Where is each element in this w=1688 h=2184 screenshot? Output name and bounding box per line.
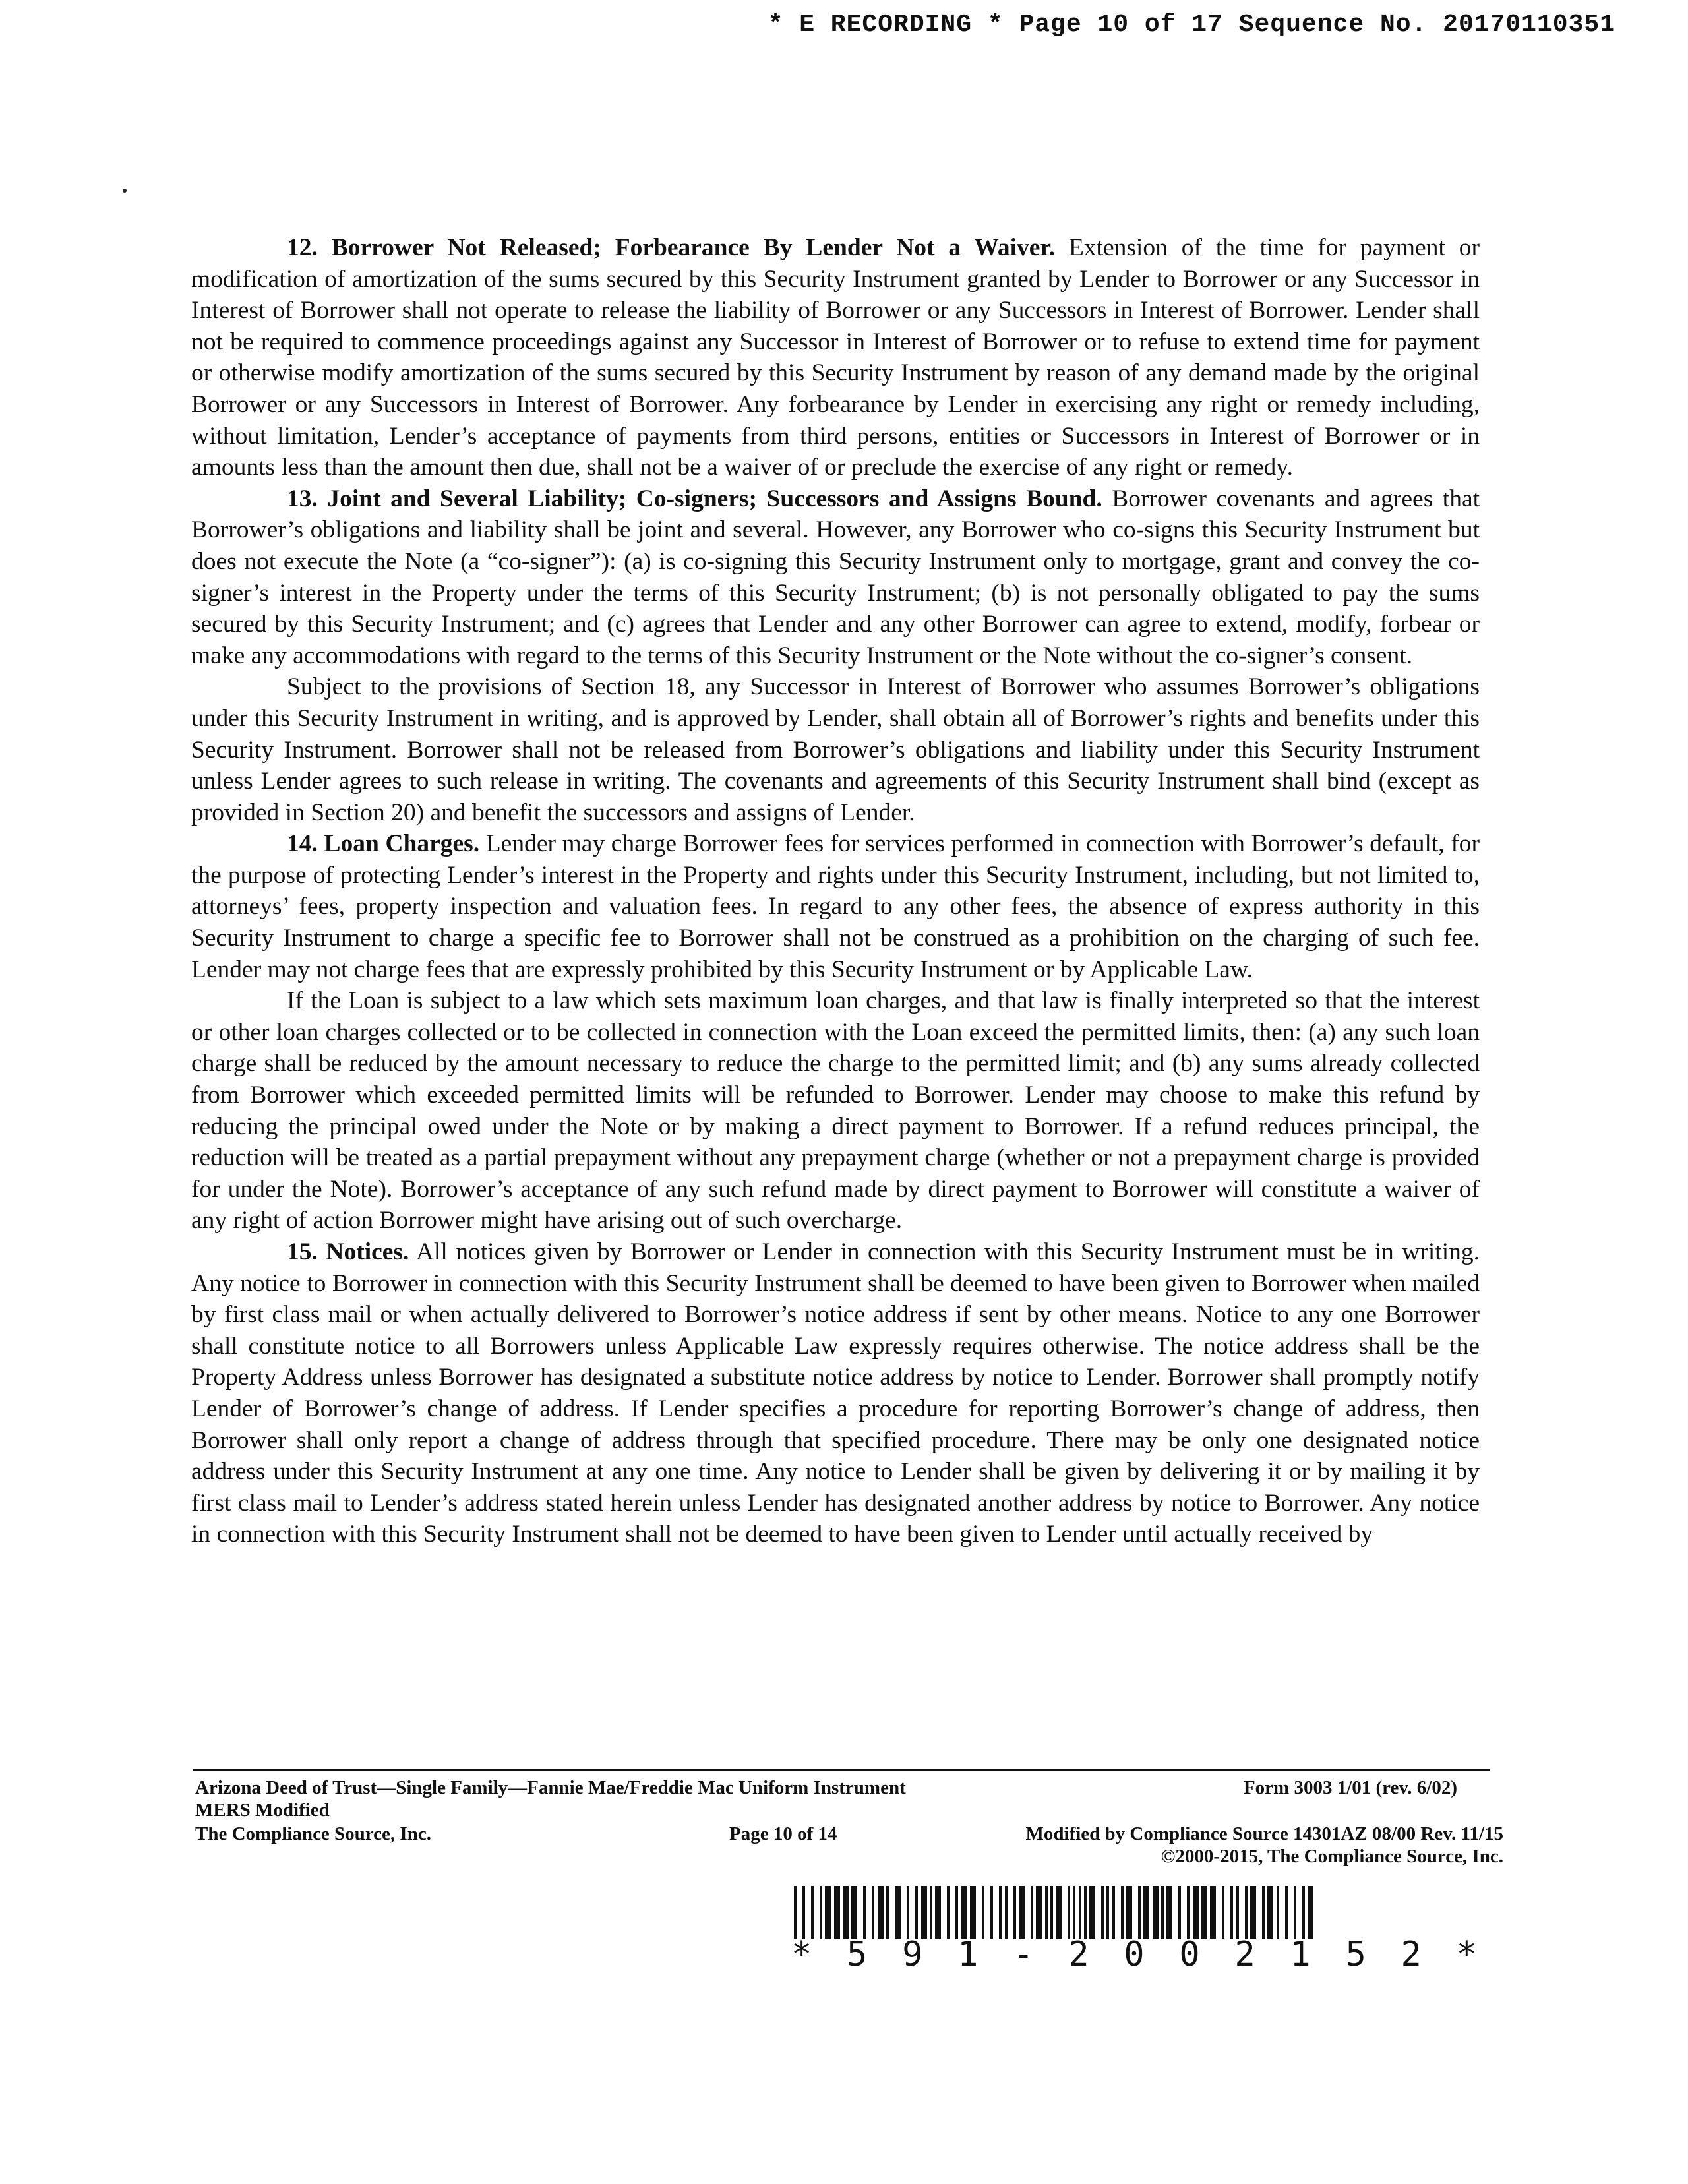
section-text: Lender may charge Borrower fees for services performed in connection with Borrower’s default, for the purpose of protecting Lender’s interest in the Property and rights under this Security Instrument, including, but not limited to, attorneys’ fees, property inspection and valuation fees. In regard to any other fees, the absence of express authority in this Security Instrument to charge a specific fee to Borrower shall not be construed as a prohibition on the charging of such fee. Lender may not charge fees that are expressly prohibited by this Security Instrument or by Applicable Law. bbox=[191, 830, 1480, 983]
barcode-bar bbox=[1106, 1886, 1109, 1939]
barcode-bar bbox=[1236, 1886, 1239, 1939]
footer-divider bbox=[193, 1769, 1490, 1771]
footer-form-title: Arizona Deed of Trust—Single Family—Fannie Mae/Freddie Mac Uniform Instrument bbox=[195, 1777, 906, 1798]
barcode-bar bbox=[1250, 1886, 1256, 1939]
barcode-char: 5 bbox=[847, 1935, 868, 1974]
barcode-bar bbox=[1126, 1886, 1132, 1939]
section-14-continued bbox=[191, 985, 1480, 1236]
document-body bbox=[191, 232, 1480, 1550]
barcode-bar bbox=[843, 1886, 849, 1939]
section-text: All notices given by Borrower or Lender in connection with this Security Instrument must be in writing. Any notice to Borrower in connection with this Security Instrument shall be deemed to have been given to Borrower when mailed by first class mail or when actually delivered to Borrower’s notice address if sent by other means. Notice to any one Borrower shall constitute notice to all Borrowers unless Applicable Law expressly requires otherwise. The notice address shall be the Property Address unless Borrower has designated a substitute notice address by notice to Lender. Borrower shall promptly notify Lender of Borrower’s change of address. If Lender specifies a procedure for reporting Borrower’s change of address, then Borrower shall only report a change of address through that specified procedure. There may be only one designated notice address under this Security Instrument at any one time. Any notice to Lender shall be given by delivering it or by mailing it by first class mail to Lender’s address stated herein unless Lender has designated another address by notice to Borrower. Any notice in connection with this Security Instrument shall not be deemed to have been given to Lender until actually received by bbox=[191, 1238, 1480, 1548]
footer-copyright: ©2000-2015, The Compliance Source, Inc. bbox=[1160, 1846, 1503, 1867]
barcode-bar bbox=[1210, 1886, 1216, 1939]
barcode-bar bbox=[990, 1886, 993, 1939]
barcode-bar bbox=[1262, 1886, 1265, 1939]
barcode-bar bbox=[895, 1886, 901, 1939]
section-12 bbox=[191, 232, 1480, 483]
barcode-bar bbox=[863, 1886, 866, 1939]
barcode-bar bbox=[802, 1886, 805, 1939]
barcode-bar bbox=[1019, 1886, 1025, 1939]
barcode-bar bbox=[878, 1886, 884, 1939]
barcode-bar bbox=[811, 1886, 814, 1939]
section-15 bbox=[191, 1236, 1480, 1550]
barcode-char: 5 bbox=[1345, 1935, 1366, 1974]
barcode-char: * bbox=[1456, 1935, 1477, 1974]
barcode-bar bbox=[947, 1886, 950, 1939]
barcode-bar bbox=[1084, 1886, 1087, 1939]
section-14 bbox=[191, 828, 1480, 985]
section-heading: 14. Loan Charges. bbox=[287, 830, 480, 858]
barcode-bar bbox=[820, 1886, 822, 1939]
barcode-char: 0 bbox=[1179, 1935, 1200, 1974]
footer-company: The Compliance Source, Inc. bbox=[195, 1823, 431, 1844]
barcode-char: * bbox=[791, 1935, 812, 1974]
section-heading: 13. Joint and Several Liability; Co-signers; Successors and Assigns Bound. bbox=[287, 485, 1102, 512]
barcode-bar bbox=[1068, 1886, 1070, 1939]
barcode-char: 2 bbox=[1401, 1935, 1422, 1974]
footer-mers: MERS Modified bbox=[195, 1800, 330, 1821]
barcode-bar bbox=[1031, 1886, 1033, 1939]
stray-mark bbox=[123, 189, 127, 193]
barcode-bar bbox=[1073, 1886, 1075, 1939]
section-13-continued bbox=[191, 671, 1480, 828]
section-text: Extension of the time for payment or modification of amortization of the sums secured by this Security Instrument granted by Lender to Borrower or any Successor in Interest of Borrower shall not operate to release the liability of Borrower or any Successors in Interest of Borrower. Lender shall not be required to commence proceedings against any Successor in Interest of Borrower or to refuse to extend time for payment or otherwise modify amortization of the sums secured by this Security Instrument by reason of any demand made by the original Borrower or any Successors in Interest of Borrower. Any forbearance by Lender in exercising any right or remedy including, without limitation, Lender’s acceptance of payments from third persons, entities or Successors in Interest of Borrower or in amounts less than the amount then due, shall not be a waiver of or preclude the exercise of any right or remedy. bbox=[191, 234, 1480, 481]
barcode-bar bbox=[915, 1886, 918, 1939]
barcode-bar bbox=[886, 1886, 889, 1939]
barcode-bar bbox=[1121, 1886, 1124, 1939]
footer-form-number: Form 3003 1/01 (rev. 6/02) bbox=[1243, 1777, 1457, 1798]
barcode-bar bbox=[1153, 1886, 1159, 1939]
section-text: If the Loan is subject to a law which sets maximum loan charges, and that law is finally interpreted so that the interest or other loan charges collected or to be collected in connection with the Loan exceed the permitted limits, then: (a) any such loan charge shall be reduced by the amount necessary to reduce the charge to the permitted limit; and (b) any sums already collected from Borrower which exceeded permitted limits will be refunded to Borrower. Lender may choose to make this refund by reducing the principal owed under the Note or by making a direct payment to Borrower. If a refund reduces principal, the reduction will be treated as a partial prepayment without any prepayment charge (whether or not a prepayment charge is provided for under the Note). Borrower’s acceptance of any such refund made by direct payment to Borrower will constitute a waiver of any right of action Borrower might have arising out of such overcharge. bbox=[191, 987, 1480, 1234]
barcode-bar bbox=[1138, 1886, 1141, 1939]
barcode-bar bbox=[961, 1886, 967, 1939]
barcode-bar bbox=[1005, 1886, 1008, 1939]
section-text: Subject to the provisions of Section 18, any Successor in Interest of Borrower who assumes Borrower’s obligations under this Security Instrument in writing, and is approved by Lender, shall obtain all of Borrower’s rights and benefits under this Security Instrument. Borrower shall not be released from Borrower’s obligations and liability under this Security Instrument unless Lender agrees to such release in writing. The covenants and agreements of this Security Instrument shall bind (except as provided in Section 20) and benefit the successors and assigns of Lender. bbox=[191, 673, 1480, 826]
barcode bbox=[791, 1886, 1477, 1978]
barcode-bar bbox=[1056, 1886, 1062, 1939]
barcode-bar bbox=[1245, 1886, 1248, 1939]
barcode-bar bbox=[1050, 1886, 1053, 1939]
barcode-bar bbox=[1101, 1886, 1104, 1939]
footer-page-number: Page 10 of 14 bbox=[729, 1823, 837, 1844]
barcode-bar bbox=[1294, 1886, 1296, 1939]
barcode-bar bbox=[1079, 1886, 1081, 1939]
section-heading: 15. Notices. bbox=[287, 1238, 409, 1265]
section-text: Borrower covenants and agrees that Borrower’s obligations and liability shall be joint and several. However, any Borrower who co-signs this Security Instrument but does not execute the Note (a “co-signer”): (a) is co-signing this Security Instrument only to mortgage, grant and convey the co-signer’s interest in the Property under the terms of this Security Instrument; (b) is not personally obligated to pay the sums secured by this Security Instrument; and (c) agrees that Lender and any other Borrower can agree to extend, modify, forbear or make any accommodations with regard to the terms of this Security Instrument or the Note without the co-signer’s consent. bbox=[191, 485, 1480, 669]
barcode-bar bbox=[1178, 1886, 1181, 1939]
barcode-bar bbox=[907, 1886, 909, 1939]
barcode-bar bbox=[1187, 1886, 1190, 1939]
barcode-char: - bbox=[1013, 1935, 1034, 1974]
barcode-bar bbox=[1036, 1886, 1042, 1939]
barcode-bar bbox=[1230, 1886, 1233, 1939]
barcode-char: 9 bbox=[902, 1935, 923, 1974]
barcode-bar bbox=[1161, 1886, 1164, 1939]
barcode-char: 2 bbox=[1234, 1935, 1255, 1974]
barcode-bar bbox=[955, 1886, 958, 1939]
barcode-bar bbox=[1089, 1886, 1095, 1939]
barcode-bar bbox=[851, 1886, 857, 1939]
barcode-bar bbox=[834, 1886, 840, 1939]
barcode-char: 1 bbox=[1290, 1935, 1311, 1974]
barcode-bar bbox=[999, 1886, 1002, 1939]
barcode-bar bbox=[935, 1886, 941, 1939]
barcode-bar bbox=[1193, 1886, 1199, 1939]
barcode-bar bbox=[930, 1886, 932, 1939]
barcode-human-readable bbox=[791, 1935, 1477, 1974]
barcode-bar bbox=[1112, 1886, 1115, 1939]
barcode-char: 2 bbox=[1068, 1935, 1089, 1974]
barcode-bar bbox=[1285, 1886, 1288, 1939]
barcode-bar bbox=[970, 1886, 976, 1939]
footer-modified-by: Modified by Compliance Source 14301AZ 08/00 Rev. 11/15 bbox=[1025, 1823, 1503, 1844]
barcode-bar bbox=[1166, 1886, 1172, 1939]
barcode-bar bbox=[1045, 1886, 1048, 1939]
barcode-bar bbox=[1013, 1886, 1016, 1939]
barcode-bar bbox=[825, 1886, 831, 1939]
barcode-bar bbox=[1143, 1886, 1149, 1939]
section-13 bbox=[191, 483, 1480, 672]
barcode-char: 1 bbox=[957, 1935, 979, 1974]
barcode-bar bbox=[1222, 1886, 1224, 1939]
barcode-bars bbox=[791, 1886, 1477, 1939]
barcode-bar bbox=[921, 1886, 927, 1939]
footer bbox=[195, 1776, 1503, 1875]
barcode-bar bbox=[1267, 1886, 1273, 1939]
barcode-bar bbox=[1302, 1886, 1305, 1939]
barcode-bar bbox=[1201, 1886, 1207, 1939]
recording-header: * E RECORDING * Page 10 of 17 Sequence No. 20170110351 bbox=[768, 11, 1615, 39]
barcode-char: 0 bbox=[1124, 1935, 1145, 1974]
section-heading: 12. Borrower Not Released; Forbearance By Lender Not a Waiver. bbox=[287, 234, 1055, 261]
barcode-bar bbox=[982, 1886, 984, 1939]
barcode-bar bbox=[872, 1886, 874, 1939]
barcode-bar bbox=[1277, 1886, 1279, 1939]
barcode-bar bbox=[1308, 1886, 1313, 1939]
barcode-bar bbox=[794, 1886, 797, 1939]
